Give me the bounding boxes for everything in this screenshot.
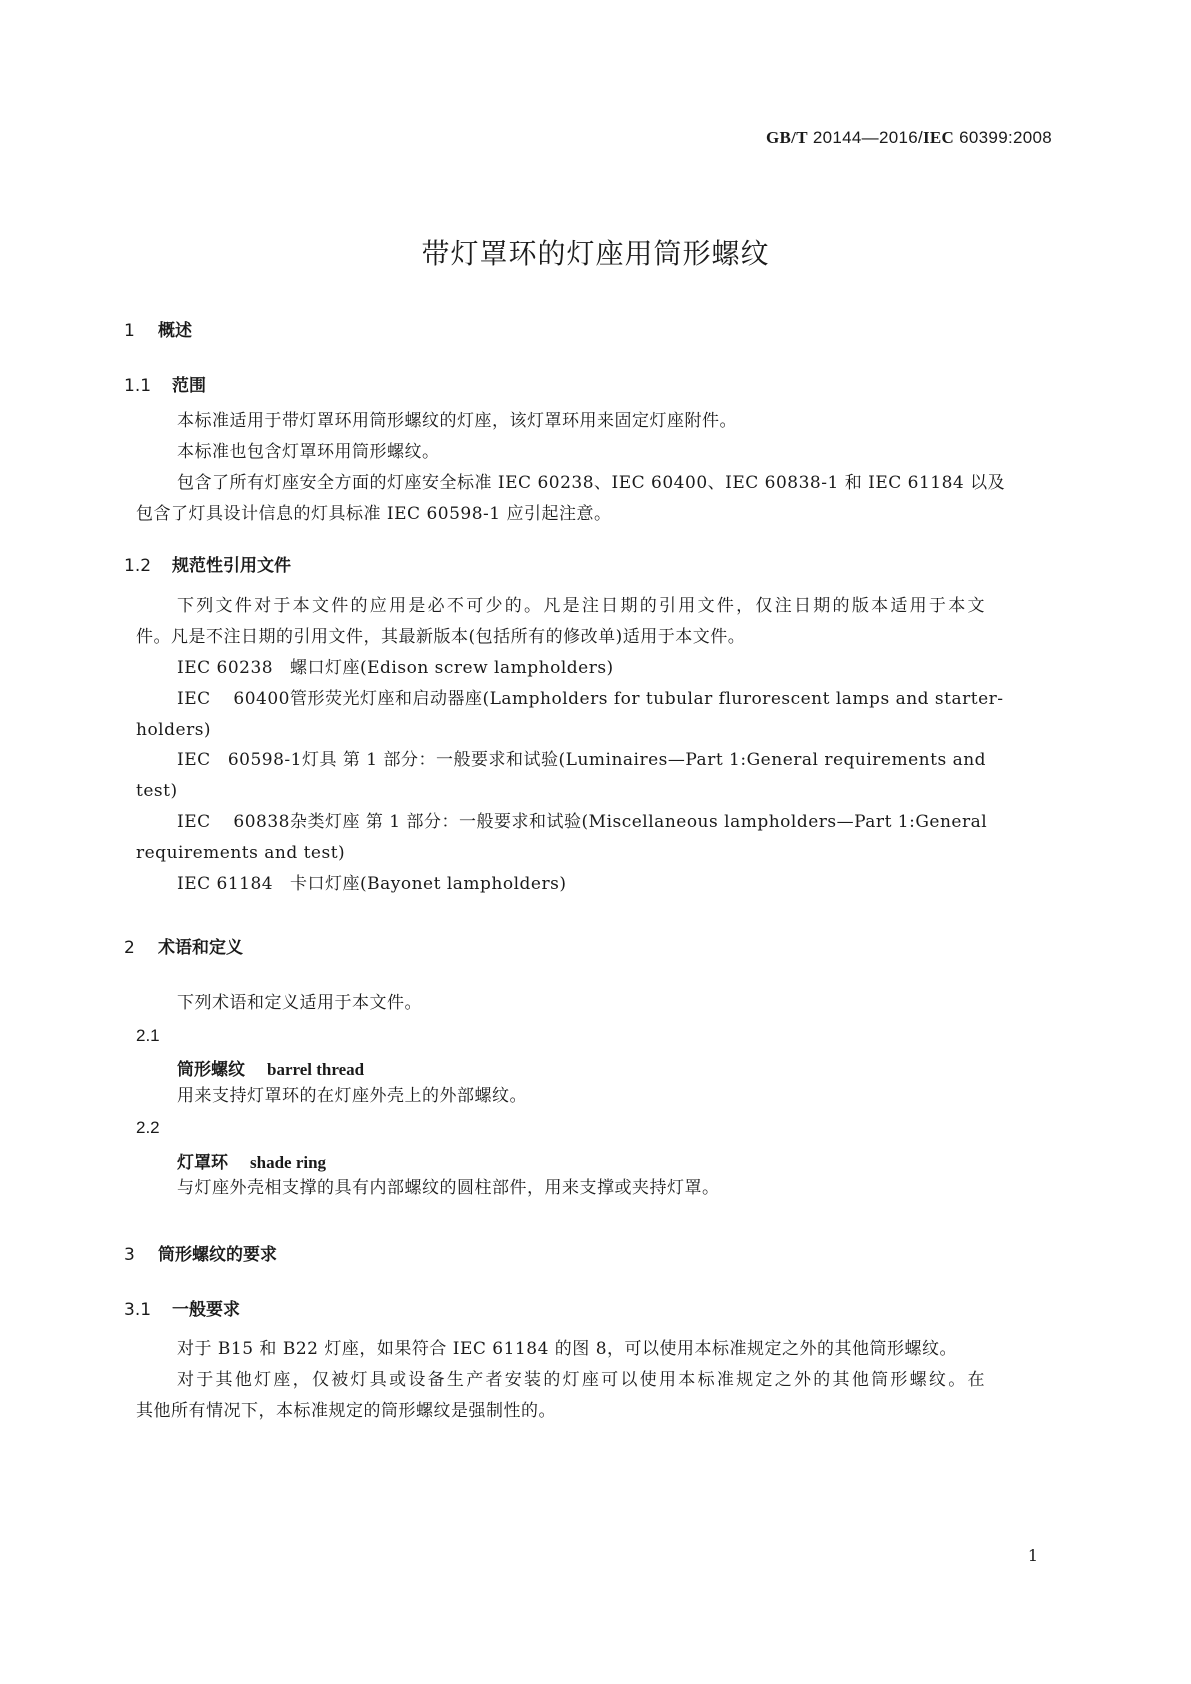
page-title: 带灯罩环的灯座用筒形螺纹 [421,237,770,270]
term-entry [177,1148,326,1173]
std-prefix: GB/T [766,128,808,147]
term-definition: 用来支持灯罩环的在灯座外壳上的外部螺纹。 [177,1086,527,1106]
section-3-1-heading [124,1295,240,1320]
term-number: 2.1 [136,1026,160,1045]
section-2-heading [124,933,243,958]
reference-continued: requirements and test) [136,843,346,863]
page-number: 1 [1027,1546,1038,1565]
paragraph: 对于 B15 和 B22 灯座，如果符合 IEC 61184 的图 8，可以使用本标准规定之外的其他筒形螺纹。 [177,1339,958,1359]
section-title: 筒形螺纹的要求 [158,1245,277,1265]
std-number: 20144—2016/ [812,128,923,147]
reference-code: IEC 60838 [177,812,290,832]
reference-code: IEC 61184 [177,874,274,894]
reference-item [177,868,566,901]
term-zh: 筒形螺纹 [177,1060,245,1080]
reference-title: 卡口灯座(Bayonet lampholders) [290,874,567,894]
section-number: 1.2 [124,556,152,576]
reference-title: 灯具 第 1 部分：一般要求和试验(Luminaires—Part 1:General requirements and [302,750,987,770]
reference-title: 管形荧光灯座和启动器座(Lampholders for tubular flurorescent lamps and starter- [290,689,1004,709]
reference-continued: test) [136,781,178,801]
reference-item [177,744,985,777]
section-title: 规范性引用文件 [172,556,291,576]
reference-code: IEC 60238 [177,658,274,678]
paragraph-continued: 其他所有情况下，本标准规定的筒形螺纹是强制性的。 [136,1401,556,1421]
reference-code: IEC 60598-1 [177,750,302,770]
paragraph: 下列文件对于本文件的应用是必不可少的。凡是注日期的引用文件，仅注日期的版本适用于本文 [177,596,985,616]
paragraph: 包含了所有灯座安全方面的灯座安全标准 IEC 60238、IEC 60400、IEC 60838-1 和 IEC 61184 以及 [177,473,1006,493]
term-entry [177,1055,364,1080]
section-number: 2 [124,938,135,958]
section-title: 一般要求 [172,1300,240,1320]
section-3-heading [124,1240,277,1265]
reference-item [177,652,614,685]
section-1-2-heading [124,551,291,576]
section-number: 3 [124,1245,135,1265]
term-en: shade ring [250,1153,327,1172]
reference-code: IEC 60400 [177,689,290,709]
reference-title: 螺口灯座(Edison screw lampholders) [290,658,614,678]
paragraph-continued: 包含了灯具设计信息的灯具标准 IEC 60598-1 应引起注意。 [136,504,612,524]
reference-continued: holders) [136,720,212,740]
term-number: 2.2 [136,1118,160,1137]
reference-item [177,683,1004,716]
section-number: 1.1 [124,376,152,396]
standard-code [766,128,1052,148]
iec-number: 60399:2008 [959,128,1052,147]
section-title: 术语和定义 [158,938,243,958]
section-title: 概述 [158,321,192,341]
term-zh: 灯罩环 [177,1153,228,1173]
section-title: 范围 [172,376,206,396]
section-1-1-heading [124,371,206,396]
paragraph: 本标准也包含灯罩环用筒形螺纹。 [177,442,440,462]
paragraph: 下列术语和定义适用于本文件。 [177,993,422,1013]
section-number: 3.1 [124,1300,152,1320]
reference-title: 杂类灯座 第 1 部分：一般要求和试验(Miscellaneous lampholders—Part 1:General [290,812,988,832]
iec-prefix: IEC [923,128,955,147]
paragraph: 本标准适用于带灯罩环用筒形螺纹的灯座，该灯罩环用来固定灯座附件。 [177,411,737,431]
reference-item [177,806,988,839]
paragraph-continued: 件。凡是不注日期的引用文件，其最新版本(包括所有的修改单)适用于本文件。 [136,627,746,647]
section-number: 1 [124,321,135,341]
term-en: barrel thread [267,1060,365,1079]
section-1-heading [124,316,192,341]
term-definition: 与灯座外壳相支撑的具有内部螺纹的圆柱部件，用来支撑或夹持灯罩。 [177,1178,720,1198]
paragraph: 对于其他灯座，仅被灯具或设备生产者安装的灯座可以使用本标准规定之外的其他筒形螺纹。在 [177,1370,985,1390]
